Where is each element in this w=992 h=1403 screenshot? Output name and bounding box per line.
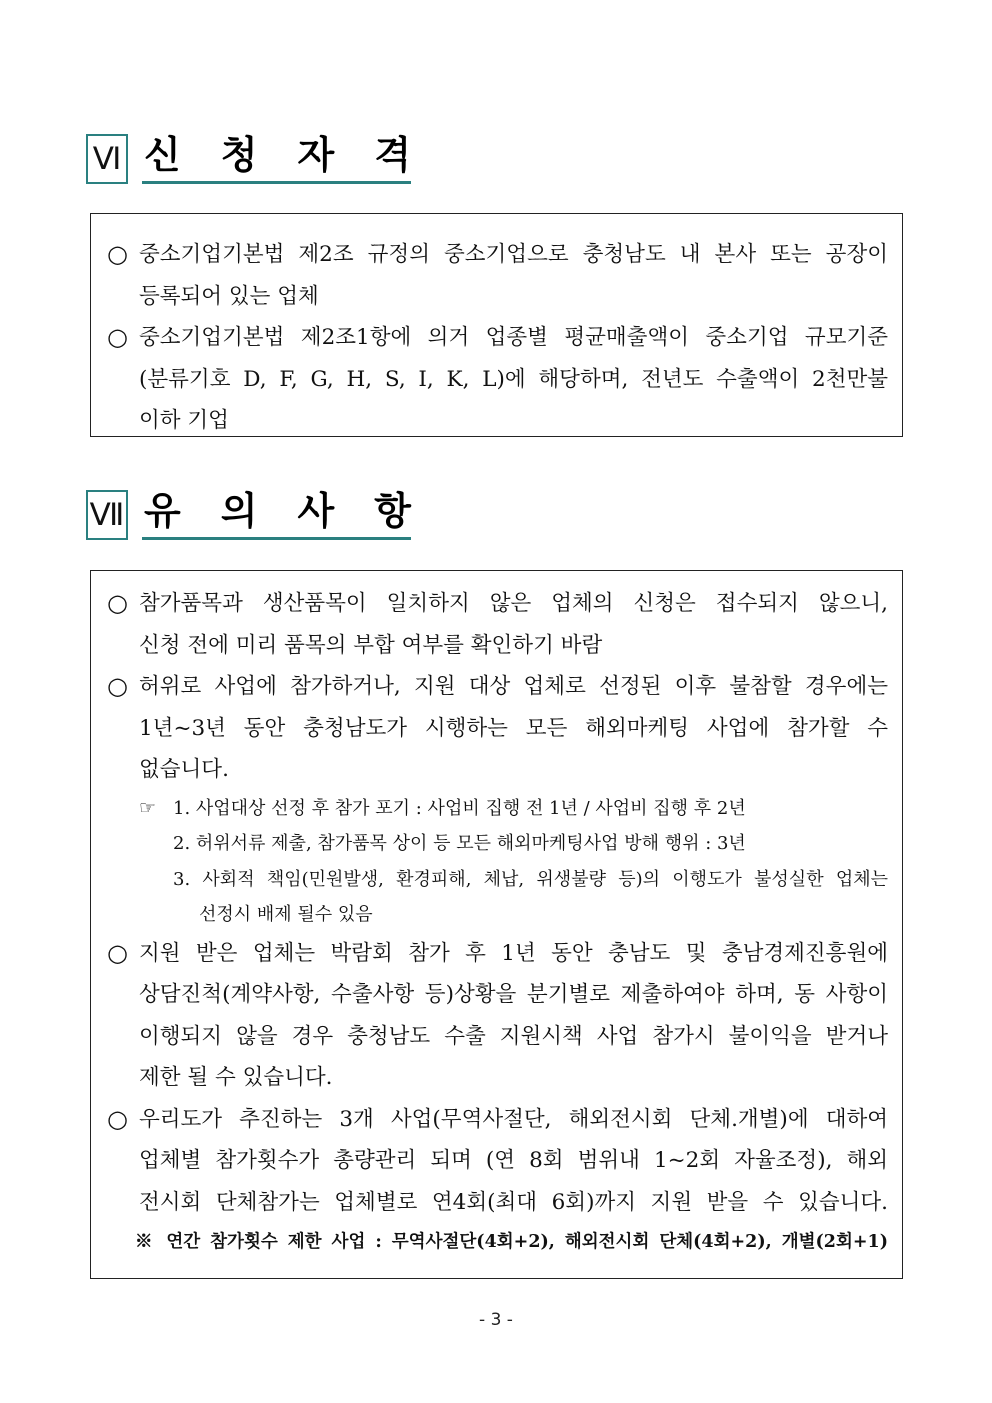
section-7-numeral: Ⅶ (86, 490, 128, 540)
bullet-circle: ○ (107, 1104, 128, 1133)
bullet-circle: ○ (107, 672, 128, 700)
item-line: 1년~3년 동안 충청남도가 시행하는 모든 해외마케팅 사업에 참가할 수 (139, 715, 888, 741)
section-7-title-char: 항 (374, 489, 411, 533)
precautions-box (90, 570, 903, 1279)
section-6-title-underline (142, 134, 411, 184)
penalty-continuation (91, 897, 902, 933)
bullet-circle: ○ (107, 589, 128, 617)
item-line: 지원 받은 업체는 박람회 참가 후 1년 동안 충남도 및 충남경제진흥원에 (139, 940, 888, 966)
penalty-line: 3. 사회적 책임(민원발생, 환경피해, 체납, 위생불량 등)의 이행도가 불성실한 업체는 (173, 868, 888, 890)
item-line: 우리도가 추진하는 3개 사업(무역사절단, 해외전시회 단체.개별)에 대하여 (139, 1106, 888, 1132)
item-line: 이하 기업 (139, 408, 229, 433)
section-7-title-char: 유 (144, 489, 181, 533)
section-6-title-char: 청 (220, 133, 258, 177)
item-line: 중소기업기본법 제2조 규정의 중소기업으로 충청남도 내 본사 또는 공장이 (139, 242, 888, 267)
section-7-title (144, 488, 411, 534)
item-line: 중소기업기본법 제2조1항에 의거 업종별 평균매출액이 중소기업 규모기준 (139, 325, 888, 350)
penalty-list (91, 791, 902, 898)
item-line: 없습니다. (139, 757, 229, 782)
item-line: 참가품목과 생산품목이 일치하지 않은 업체의 신청은 접수되지 않으니, (139, 591, 888, 616)
item-line: 신청 전에 미리 품목의 부합 여부를 확인하기 바람 (139, 632, 603, 658)
eligibility-item (91, 234, 902, 317)
item-line: 이행되지 않을 경우 충청남도 수출 지원시책 사업 참가시 불이익을 받거나 (139, 1023, 888, 1049)
item-line: 허위로 사업에 참가하거나, 지원 대상 업체로 선정된 이후 불참할 경우에는 (139, 674, 888, 699)
item-line: 등록되어 있는 업체 (139, 283, 319, 309)
item-line: 전시회 단체참가는 업체별로 연4회(최대 6회)까지 지원 받을 수 있습니다. (139, 1189, 888, 1215)
participation-limit-note: ※ 연간 참가횟수 제한 사업 : 무역사절단(4회+2), 해외전시회 단체(4회+2), 개별(2회+1) (135, 1232, 888, 1252)
section-6-title (144, 132, 411, 178)
pointing-hand-icon: ☞ (139, 796, 157, 819)
penalty-line: 1. 사업대상 선정 후 참가 포기 : 사업비 집행 전 1년 / 사업비 집행 후 2년 (173, 797, 746, 819)
precaution-item (91, 1099, 902, 1224)
eligibility-item (91, 317, 902, 442)
item-line: (분류기호 D, F, G, H, S, I, K, L)에 해당하며, 전년도 수출액이 2천만불 (139, 366, 888, 392)
section-7-header (86, 484, 411, 540)
bullet-circle: ○ (107, 938, 128, 967)
bullet-circle: ○ (107, 240, 128, 268)
section-6-header (86, 128, 411, 184)
section-7-title-char: 사 (297, 489, 335, 533)
item-line: 제한 될 수 있습니다. (139, 1065, 333, 1090)
penalty-line: 선정시 배제 될수 있음 (199, 904, 373, 925)
penalty-line: 2. 허위서류 제출, 참가품목 상이 등 모든 해외마케팅사업 방해 행위 : 3년 (173, 833, 746, 854)
page-number: - 3 - (479, 1310, 513, 1330)
section-7-title-underline (142, 490, 411, 540)
item-line: 업체별 참가횟수가 총량관리 되며 (연 8회 범위내 1~2회 자율조정), 해외 (139, 1148, 888, 1173)
precaution-item (91, 583, 902, 666)
eligibility-box (90, 213, 903, 437)
item-line: 상담진척(계약사항, 수출사항 등)상황을 분기별로 제출하여야 하며, 동 사항이 (139, 982, 888, 1007)
section-6-title-char: 신 (144, 133, 181, 177)
section-6-title-char: 격 (374, 133, 411, 177)
section-6-numeral: Ⅵ (86, 134, 128, 184)
precaution-item (91, 666, 902, 791)
bullet-circle: ○ (107, 323, 128, 351)
precaution-item (91, 933, 902, 1099)
section-7-title-char: 의 (220, 489, 258, 533)
section-6-title-char: 자 (297, 133, 335, 177)
